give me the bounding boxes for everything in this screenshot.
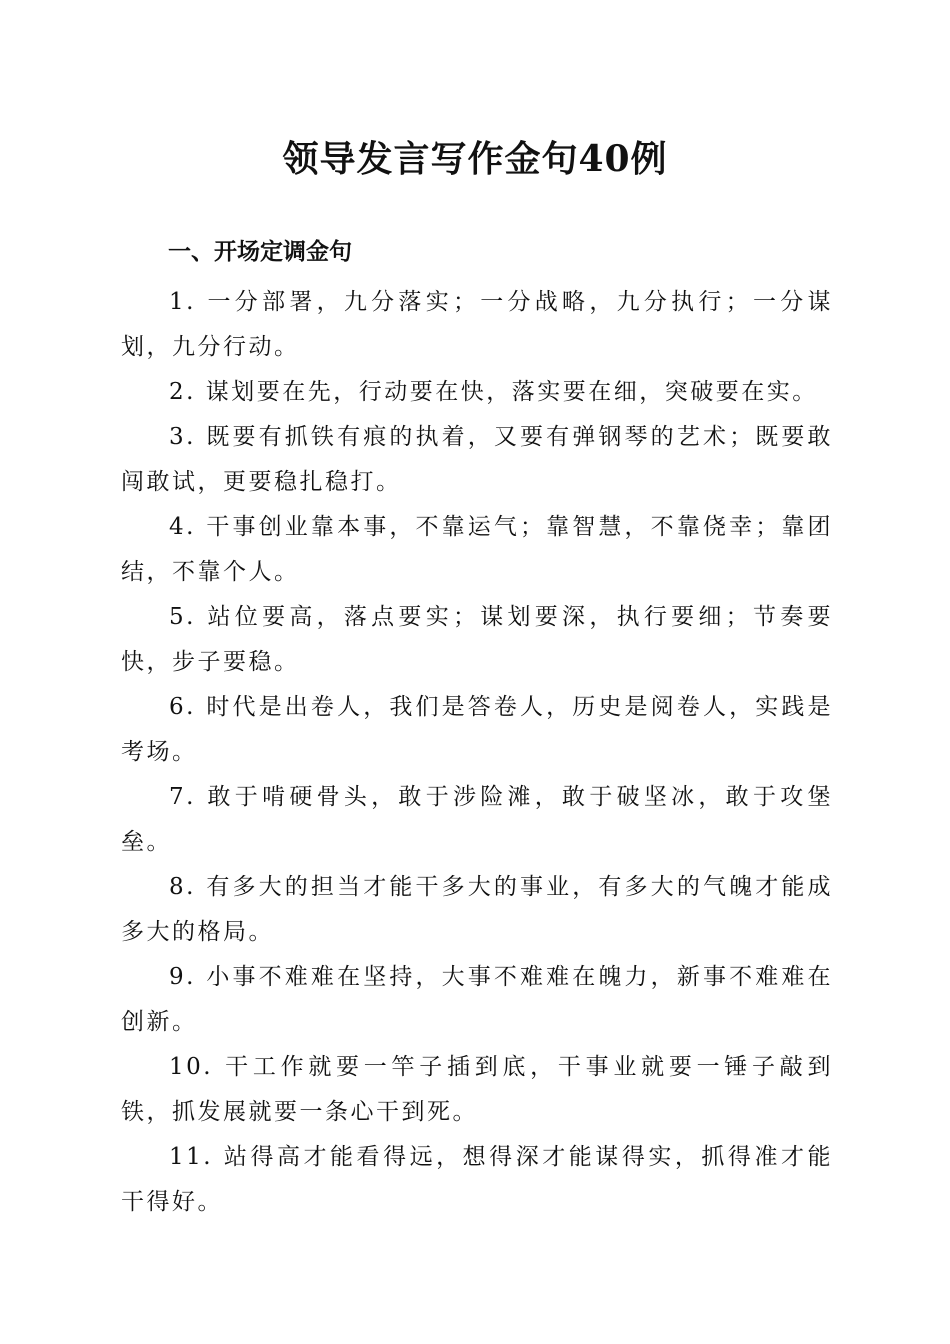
- quote-item-11: 11. 站得高才能看得远，想得深才能谋得实，抓得准才能干得好。: [121, 1144, 833, 1215]
- quote-item-9: 9. 小事不难难在坚持，大事不难难在魄力，新事不难难在创新。: [121, 964, 833, 1035]
- quote-item-7: 7. 敢于啃硬骨头，敢于涉险滩，敢于破坚冰，敢于攻堡垒。: [121, 784, 833, 855]
- quote-item-5: 5. 站位要高，落点要实；谋划要深，执行要细；节奏要快，步子要稳。: [121, 604, 833, 675]
- document-title: 领导发言写作金句40例: [282, 138, 668, 180]
- quote-item-10: 10. 干工作就要一竿子插到底，干事业就要一锤子敲到铁，抓发展就要一条心干到死。: [121, 1054, 833, 1125]
- quote-item-2: 2. 谋划要在先，行动要在快，落实要在细，突破要在实。: [169, 379, 818, 405]
- quote-item-1: 1. 一分部署，九分落实；一分战略，九分执行；一分谋划，九分行动。: [121, 289, 833, 360]
- quote-item-8: 8. 有多大的担当才能干多大的事业，有多大的气魄才能成多大的格局。: [121, 874, 833, 945]
- section-heading: 一、开场定调金句: [168, 239, 352, 265]
- quote-item-4: 4. 干事创业靠本事，不靠运气；靠智慧，不靠侥幸；靠团结，不靠个人。: [121, 514, 833, 585]
- quote-item-6: 6. 时代是出卷人，我们是答卷人，历史是阅卷人，实践是考场。: [121, 694, 833, 765]
- quote-list: [121, 280, 833, 1225]
- quote-item-3: 3. 既要有抓铁有痕的执着，又要有弹钢琴的艺术；既要敢闯敢试，更要稳扎稳打。: [121, 424, 833, 495]
